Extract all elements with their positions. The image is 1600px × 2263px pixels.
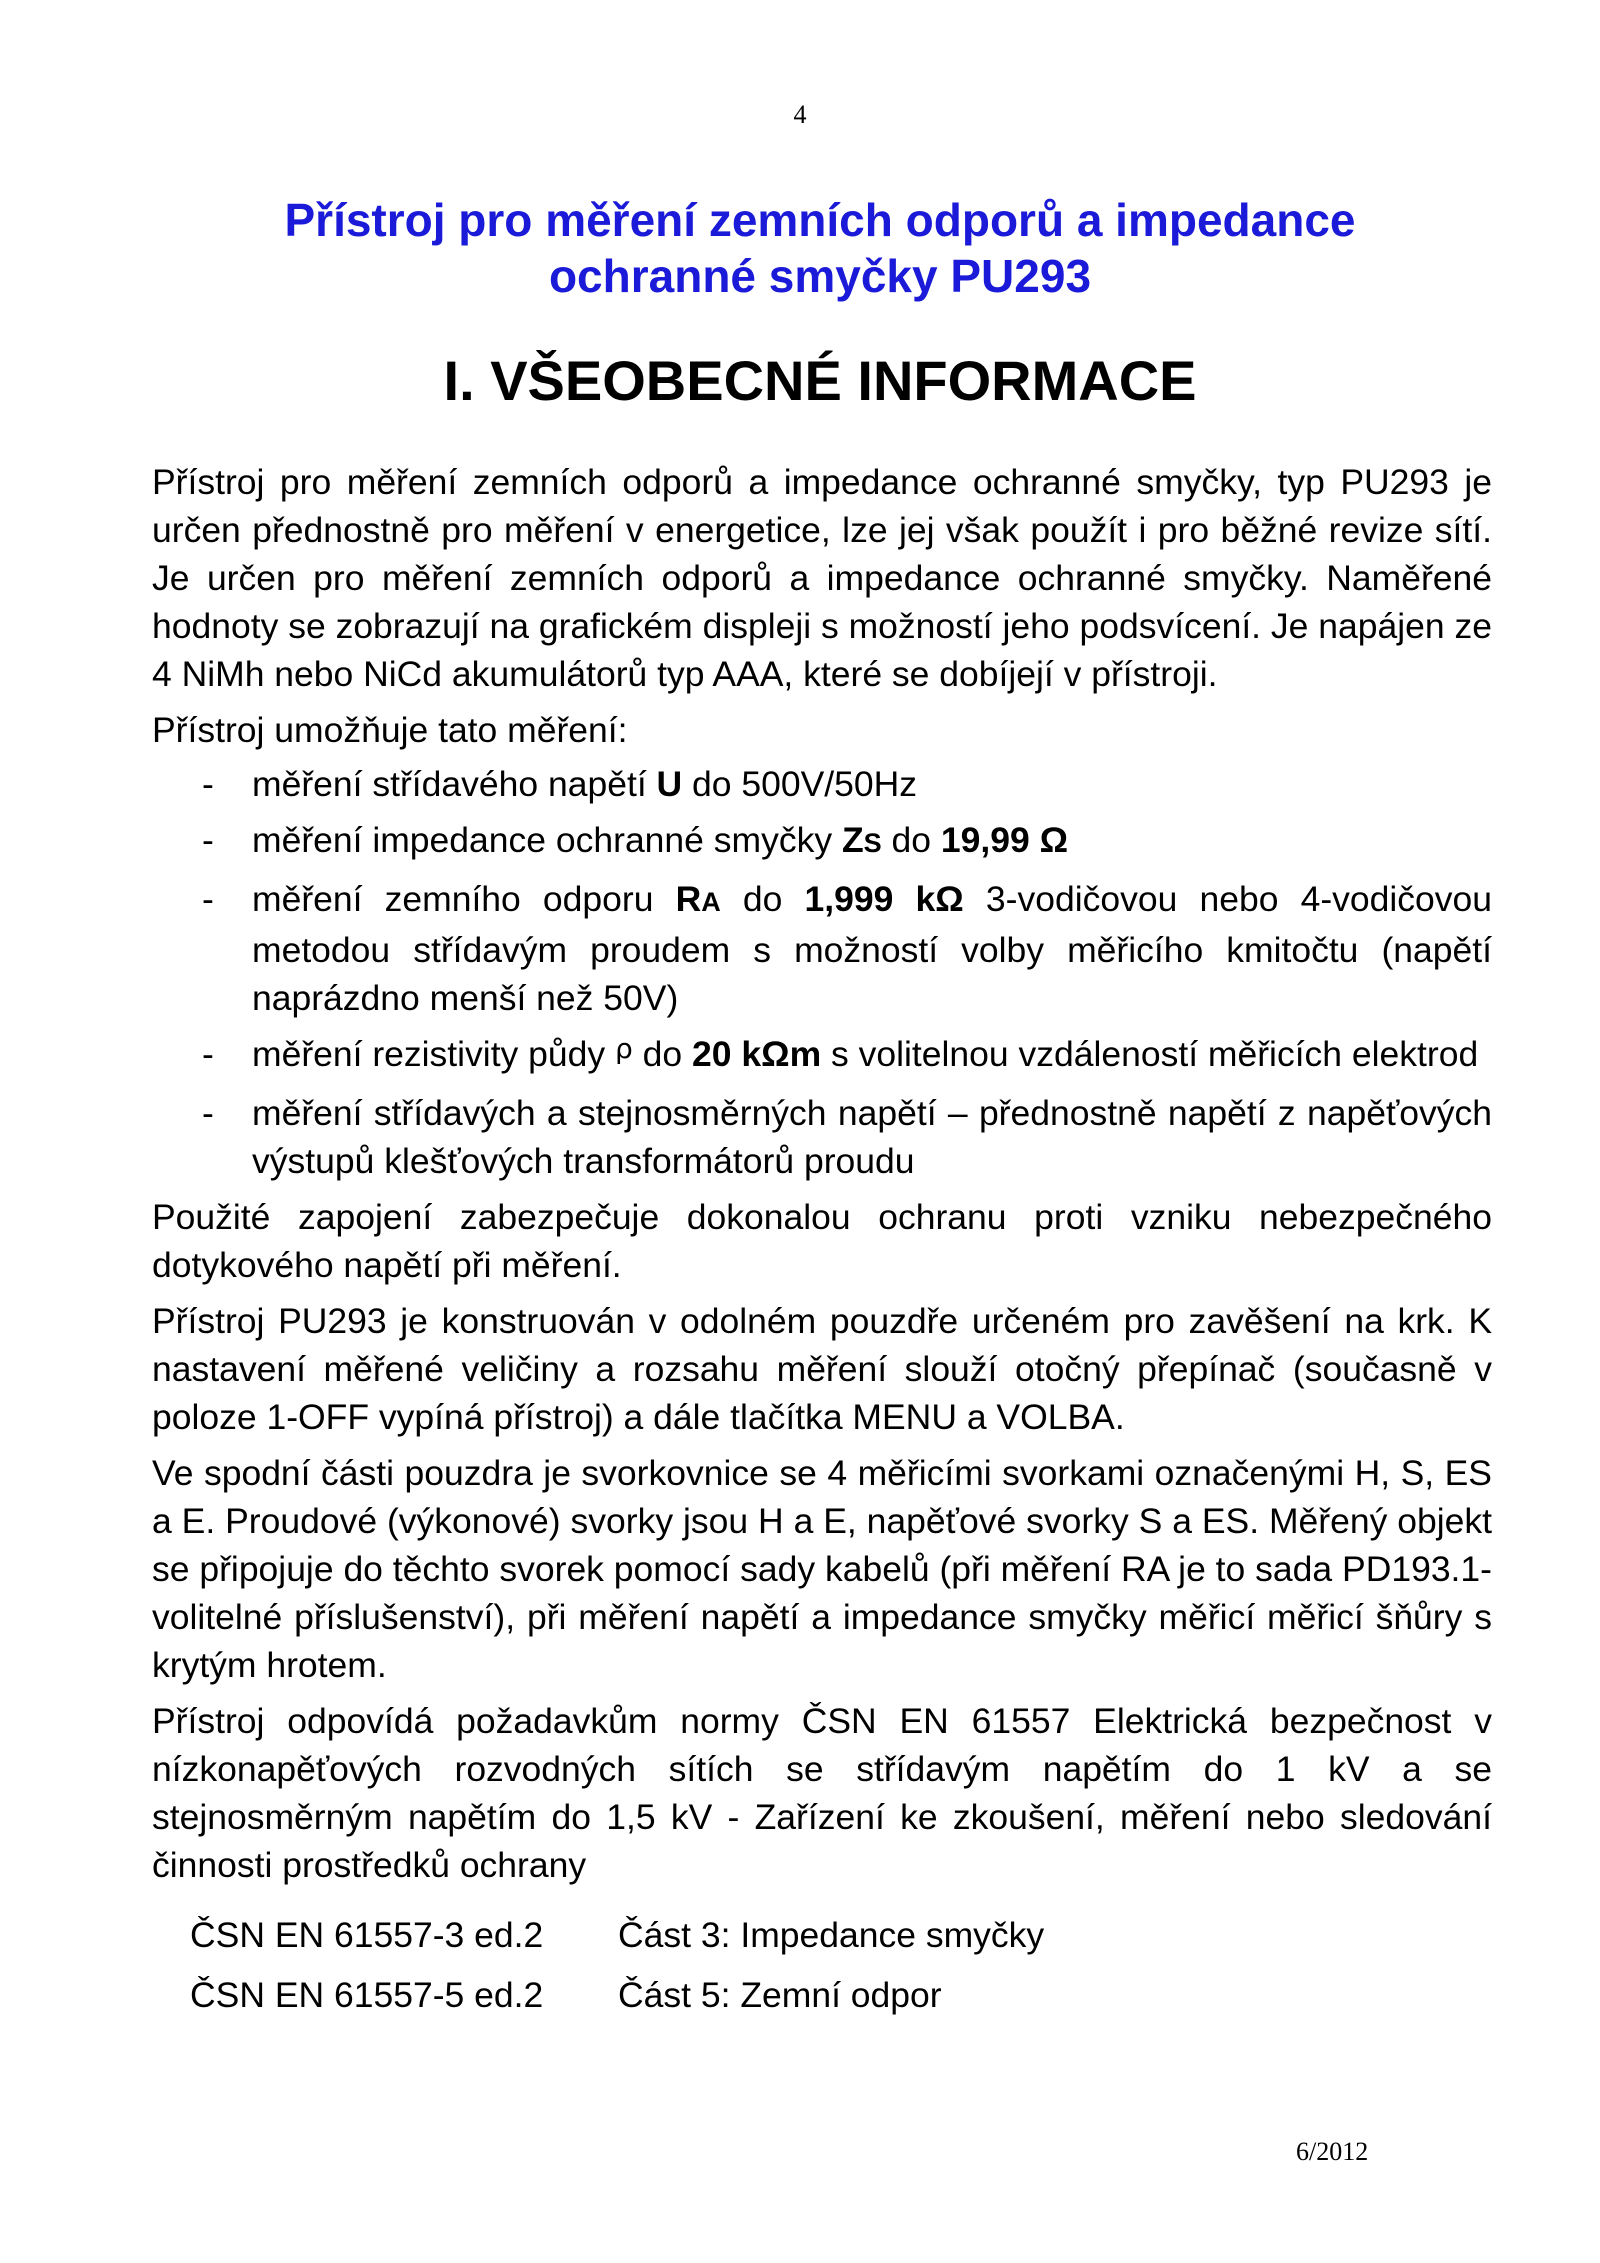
quantity-symbol: R xyxy=(675,879,702,919)
footer-date: 6/2012 xyxy=(1296,2137,1369,2166)
terminals-paragraph: Ve spodní části pouzdra je svorkovnice se 4 měřicími svorkami označenými H, S, ES a E. Proudové (výkonové) svorky jsou H a E, napěťové svorky S a ES. Měřený objekt se připojuje do těchto svorek pomocí sady kabelů (při měření RA je to sada PD193.1- volitelné příslušenství), při měření napětí a impedance smyčky měřicí měřicí šňůry s krytým hrotem. xyxy=(152,1453,1492,1685)
standard-code: ČSN EN 61557-3 ed.2 xyxy=(190,1915,544,1955)
list-dash: - xyxy=(202,1093,214,1133)
standards-list xyxy=(152,1905,1492,2025)
rho-symbol: ρ xyxy=(615,1032,633,1065)
page-number: 4 xyxy=(793,100,807,129)
measurement-text: do xyxy=(881,820,941,860)
measurement-text: měření impedance ochranné smyčky xyxy=(252,820,842,860)
measurement-text: do xyxy=(720,879,805,919)
standard-row xyxy=(190,1965,1492,2025)
measurement-range-value: 20 kΩm xyxy=(692,1034,822,1074)
standard-paragraph: Přístroj odpovídá požadavkům normy ČSN EN 61557 Elektrická bezpečnost v nízkonapěťových rozvodných sítích se střídavým napětím do 1 kV a se stejnosměrným napětím do 1,5 kV - Zařízení ke zkoušení, měření nebo sledování činnosti prostředků ochrany xyxy=(152,1701,1492,1885)
standard-part: Část 5: Zemní odpor xyxy=(618,1975,942,2015)
list-item xyxy=(152,1030,1492,1081)
standard-part: Část 3: Impedance smyčky xyxy=(618,1915,1045,1955)
measurement-text: měření střídavých a stejnosměrných napětí – přednostně napětí z napěťových výstupů klešťových transformátorů proudu xyxy=(252,1093,1492,1181)
list-dash: - xyxy=(202,764,214,804)
title-line-2: ochranné smyčky PU293 xyxy=(548,250,1092,302)
list-item xyxy=(152,1089,1492,1185)
protection-paragraph: Použité zapojení zabezpečuje dokonalou ochranu proti vzniku nebezpečného dotykového napětí při měření. xyxy=(152,1197,1492,1285)
standard-row xyxy=(190,1905,1492,1965)
measurement-text: měření rezistivity půdy xyxy=(252,1034,616,1074)
list-dash: - xyxy=(202,1034,214,1074)
quantity-symbol: U xyxy=(656,764,683,804)
measurements-intro: Přístroj umožňuje tato měření: xyxy=(152,710,628,750)
measurement-range-value: 1,999 kΩ xyxy=(804,879,964,919)
list-item xyxy=(152,760,1492,808)
measurement-list xyxy=(152,760,1492,1185)
list-dash: - xyxy=(202,820,214,860)
measurement-description: s volitelnou vzdáleností měřicích elektrod xyxy=(821,1034,1479,1074)
list-item xyxy=(152,875,1492,1022)
measurement-text: do xyxy=(632,1034,693,1074)
document-title xyxy=(150,192,1490,304)
section-heading: I. VŠEOBECNÉ INFORMACE xyxy=(443,349,1197,412)
case-paragraph: Přístroj PU293 je konstruován v odolném pouzdře určeném pro zavěšení na krk. K nastavení měřené veličiny a rozsahu měření slouží otočný přepínač (současně v poloze 1-OFF vypíná přístroj) a dále tlačítka MENU a VOLBA. xyxy=(152,1301,1492,1437)
list-item xyxy=(152,816,1492,867)
measurement-range: do 500V/50Hz xyxy=(682,764,918,804)
list-dash: - xyxy=(202,879,214,919)
quantity-symbol: Z xyxy=(841,820,864,860)
body-content xyxy=(152,458,1492,2025)
measurement-text: měření zemního odporu xyxy=(252,879,676,919)
quantity-subscript: A xyxy=(701,887,721,917)
title-line-1: Přístroj pro měření zemních odporů a impedance xyxy=(284,194,1356,246)
measurement-text: měření střídavého napětí xyxy=(252,764,657,804)
measurement-range-value: 19,99 Ω xyxy=(940,820,1069,860)
measurement-description: 3-vodičovou nebo 4-vodičovou metodou střídavým proudem s možností volby měřicího kmitočtu (napětí naprázdno menší než 50V) xyxy=(252,879,1493,1018)
intro-paragraph: Přístroj pro měření zemních odporů a impedance ochranné smyčky, typ PU293 je určen přednostně pro měření v energetice, lze jej však použít i pro běžné revize sítí. Je určen pro měření zemních odporů a impedance ochranné smyčky. Naměřené hodnoty se zobrazují na grafickém displeji s možností jeho podsvícení. Je napájen ze 4 NiMh nebo NiCd akumulátorů typ AAA, které se dobíjejí v přístroji. xyxy=(152,462,1492,694)
quantity-subscript: S xyxy=(863,828,882,858)
standard-code: ČSN EN 61557-5 ed.2 xyxy=(190,1975,544,2015)
